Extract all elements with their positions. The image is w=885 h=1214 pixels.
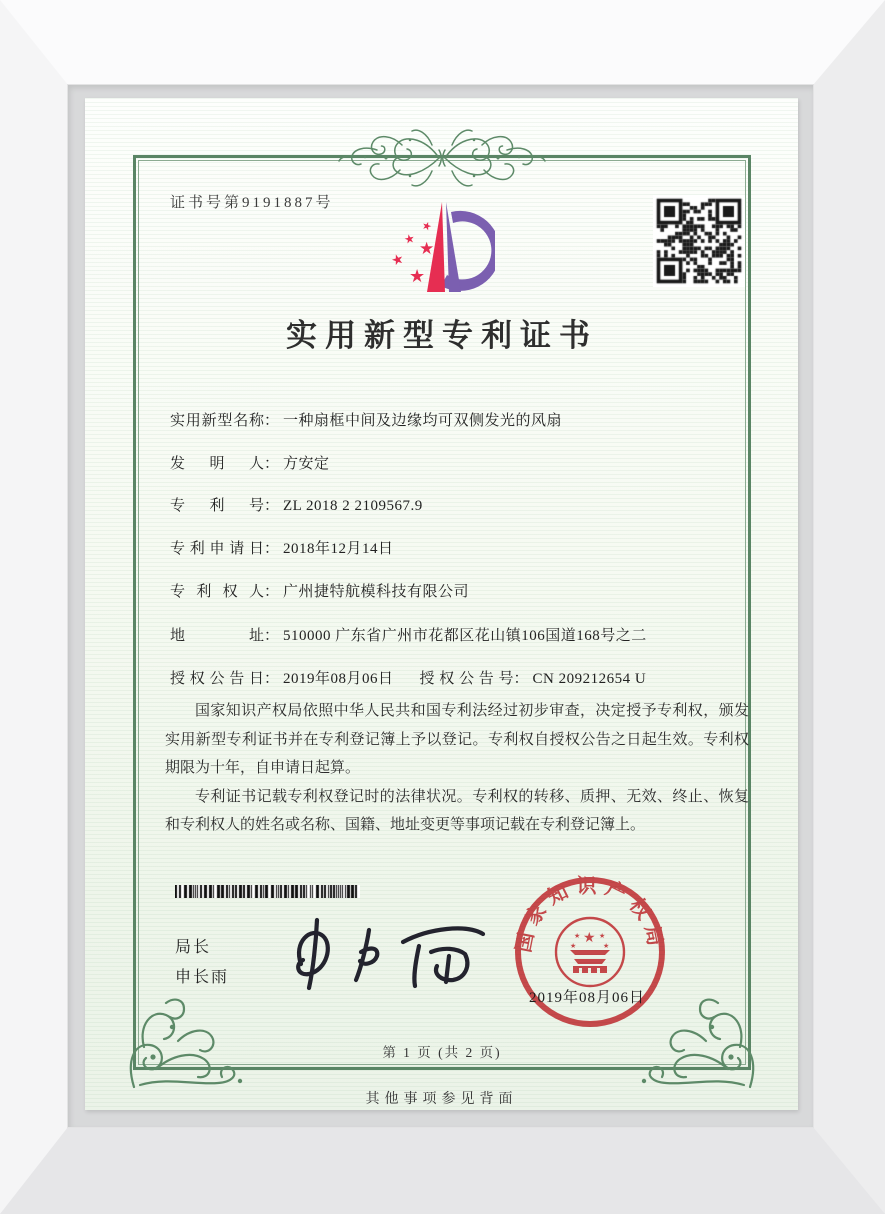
field-label: 地址	[170, 628, 264, 644]
seal-text: 国家知识产权局	[513, 875, 667, 955]
field-label: 实用新型名称	[170, 413, 264, 429]
field-utility-model-name: 实用新型名称： 一种扇框中间及边缘均可双侧发光的风扇	[170, 409, 562, 430]
svg-text:★: ★	[574, 932, 581, 940]
barcode	[175, 885, 360, 898]
certificate-number: 证书号第9191887号	[170, 195, 334, 211]
field-label: 发明人	[170, 456, 264, 472]
handwritten-signature	[281, 914, 496, 994]
certificate-body-text	[165, 697, 749, 840]
body-paragraph: 国家知识产权局依照中华人民共和国专利法经过初步审查，决定授予专利权，颁发实用新型专利证书并在专利登记簿上予以登记。专利权自授权公告之日起生效。专利权期限为十年，自申请日起算。	[165, 703, 749, 776]
qr-code	[653, 195, 745, 287]
field-grant-publication: 授权公告日： 2019年08月06日 授权公告号： CN 209212654 U	[170, 667, 646, 688]
field-filing-date: 专利申请日： 2018年12月14日	[170, 537, 394, 558]
field-value: 2019年08月06日	[283, 671, 394, 687]
svg-text:★: ★	[409, 266, 426, 287]
svg-text:★: ★	[583, 930, 596, 946]
svg-text:★: ★	[389, 250, 407, 270]
svg-text:★: ★	[402, 231, 417, 247]
field-value: 广州捷特航模科技有限公司	[283, 584, 470, 600]
field-address: 地址： 510000 广东省广州市花都区花山镇106国道168号之二	[170, 624, 647, 645]
svg-text:★: ★	[603, 942, 610, 950]
signer-name: 申长雨	[175, 969, 230, 986]
svg-text:★: ★	[419, 239, 435, 259]
cnipa-logo	[385, 196, 495, 304]
field-label: 授权公告日	[170, 671, 264, 687]
signer-title: 局长	[175, 939, 212, 956]
field-inventor: 发明人： 方安定	[170, 452, 330, 473]
field-value: 方安定	[283, 456, 330, 472]
field-label: 授权公告号	[419, 671, 514, 687]
field-patent-number: 专利号： ZL 2018 2 2109567.9	[170, 494, 423, 515]
field-value: CN 209212654 U	[532, 671, 647, 687]
field-value: 510000 广东省广州市花都区花山镇106国道168号之二	[283, 628, 647, 644]
field-patentee: 专利权人： 广州捷特航模科技有限公司	[170, 580, 469, 601]
field-value: ZL 2018 2 2109567.9	[283, 498, 423, 514]
seal-date: 2019年08月06日	[529, 990, 646, 1006]
certificate-title: 实用新型专利证书	[286, 318, 598, 353]
field-label: 专利号	[170, 498, 264, 514]
field-value: 2018年12月14日	[283, 541, 394, 557]
footer-note: 其他事项参见背面	[365, 1092, 518, 1107]
svg-text:★: ★	[599, 932, 606, 940]
field-label: 专利权人	[170, 584, 264, 600]
page-number: 第 1 页 (共 2 页)	[382, 1045, 502, 1060]
field-label: 专利申请日	[170, 541, 264, 557]
svg-text:★: ★	[420, 218, 434, 234]
top-flourish-ornament	[332, 120, 552, 196]
field-value: 一种扇框中间及边缘均可双侧发光的风扇	[283, 413, 563, 429]
svg-text:★: ★	[570, 942, 577, 950]
body-paragraph: 专利证书记载专利权登记时的法律状况。专利权的转移、质押、无效、终止、恢复和专利权人的姓名或名称、国籍、地址变更等事项记载在专利登记簿上。	[165, 788, 749, 833]
certificate-paper	[85, 98, 798, 1110]
